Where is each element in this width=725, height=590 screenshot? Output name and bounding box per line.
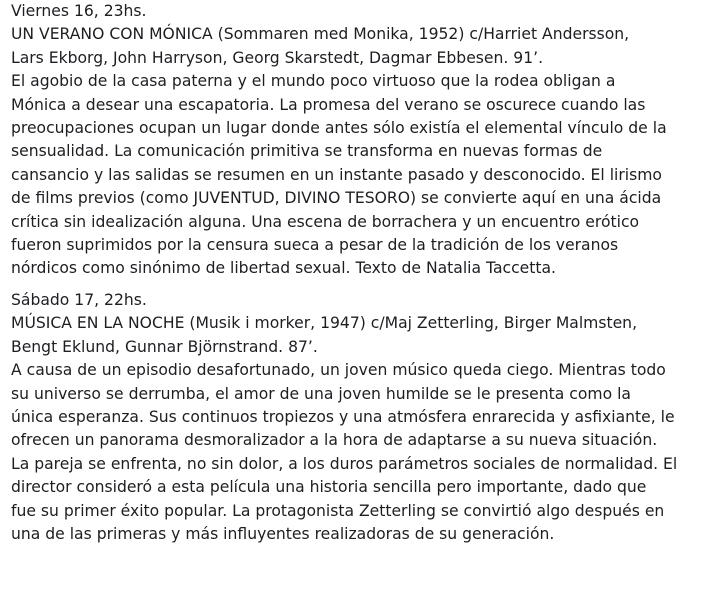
synopsis-line: de films previos (como JUVENTUD, DIVINO TESORO) se convierte aquí en una ácida — [11, 189, 662, 208]
film-heading-line: Lars Ekborg, John Harryson, Georg Skarstedt, Dagmar Ebbesen. 91’. — [11, 48, 544, 67]
synopsis-line: director consideró a esta película una historia sencilla pero importante, dado que — [11, 478, 647, 497]
synopsis-line: fue su primer éxito popular. La protagonista Zetterling se convirtió algo después en — [11, 501, 665, 520]
synopsis-line: ofrecen un panorama desmoralizador a la hora de adaptarse a su nueva situación. — [11, 431, 658, 450]
synopsis-line: su universo se derrumba, el amor de una joven humilde se le presenta como la — [11, 384, 631, 403]
synopsis-line: El agobio de la casa paterna y el mundo poco virtuoso que la rodea obligan a — [11, 72, 616, 91]
screening-entry-2 — [11, 289, 723, 546]
synopsis-line: nórdicos como sinónimo de libertad sexual. Texto de Natalia Taccetta. — [11, 259, 557, 278]
synopsis-line: única esperanza. Sus continuos tropiezos y una atmósfera enrarecida y asfixiante, le — [11, 407, 675, 426]
synopsis-line: sensualidad. La comunicación primitiva se transforma en nuevas formas de — [11, 142, 603, 161]
film-heading-line: UN VERANO CON MÓNICA (Sommaren med Monika, 1952) c/Harriet Andersson, — [11, 25, 630, 44]
film-heading-line: MÚSICA EN LA NOCHE (Musik i morker, 1947) c/Maj Zetterling, Birger Malmsten, — [11, 314, 638, 333]
synopsis-line: fueron suprimidos por la censura sueca a pesar de la tradición de los veranos — [11, 236, 619, 255]
screening-date: Sábado 17, 22hs. — [11, 290, 147, 309]
synopsis-line: una de las primeras y más influyentes realizadoras de su generación. — [11, 524, 555, 543]
synopsis-line: Mónica a desear una escapatoria. La promesa del verano se oscurece cuando las — [11, 95, 646, 114]
film-heading-line: Bengt Eklund, Gunnar Björnstrand. 87’. — [11, 337, 318, 356]
post-text — [11, 0, 723, 546]
synopsis-line: cansancio y las salidas se resumen en un instante pasado y desconocido. El lirismo — [11, 165, 662, 184]
synopsis-line: preocupaciones ocupan un lugar donde antes sólo existía el elemental vínculo de la — [11, 119, 667, 138]
synopsis-line: crítica sin idealización alguna. Una escena de borrachera y un encuentro erótico — [11, 212, 640, 231]
synopsis-line: A causa de un episodio desafortunado, un joven músico queda ciego. Mientras todo — [11, 361, 666, 380]
screening-date: Viernes 16, 23hs. — [11, 2, 147, 20]
synopsis-line: La pareja se enfrenta, no sin dolor, a los duros parámetros sociales de normalidad. El — [11, 454, 678, 473]
screening-entry-1 — [11, 0, 723, 281]
